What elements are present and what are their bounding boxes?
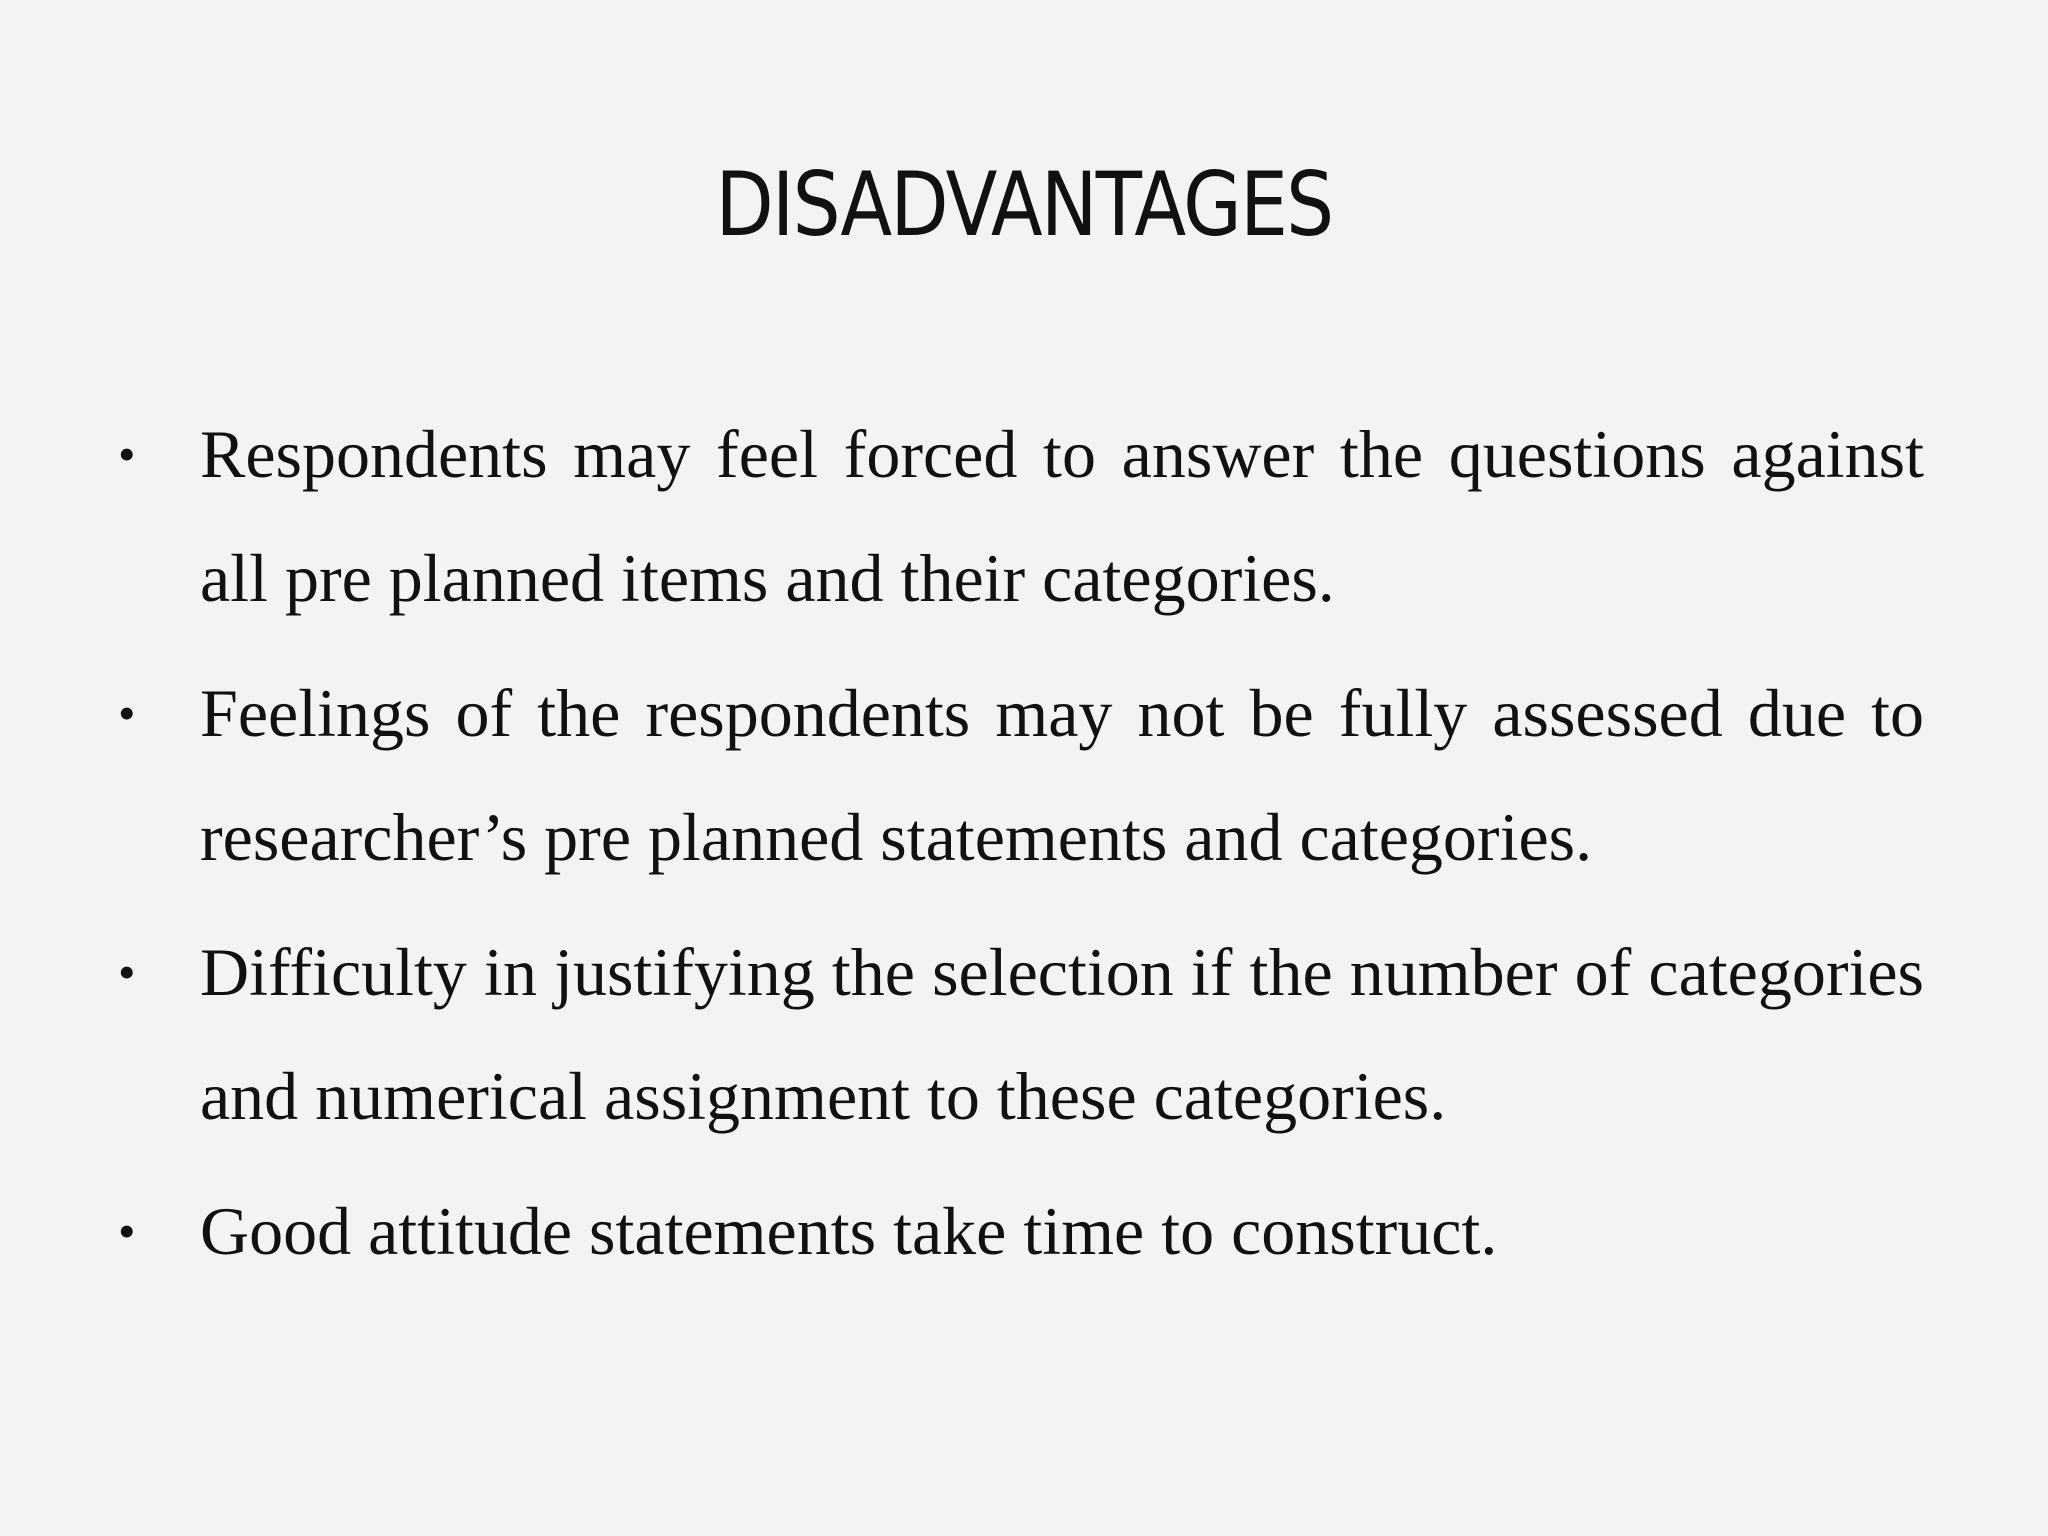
bullet-icon: • bbox=[118, 1203, 136, 1259]
bullet-text: Good attitude statements take time to construct. bbox=[200, 1193, 1498, 1269]
bullet-text: Respondents may feel forced to answer the questions against all pre planned items and their categories. bbox=[200, 416, 1924, 616]
bullet-text: Difficulty in justifying the selection if the number of categories and numerical assignment to these categories. bbox=[200, 934, 1924, 1134]
bullet-item bbox=[118, 910, 1924, 1158]
bullet-text: Feelings of the respondents may not be fully assessed due to researcher’s pre planned statements and categories. bbox=[200, 675, 1924, 875]
bullet-icon: • bbox=[118, 685, 136, 741]
disadvantages-list bbox=[118, 392, 1924, 1304]
slide-title: DISADVANTAGES bbox=[715, 153, 1333, 256]
bullet-item bbox=[118, 392, 1924, 640]
bullet-item bbox=[118, 651, 1924, 899]
bullet-icon: • bbox=[118, 944, 136, 1000]
bullet-item bbox=[118, 1169, 1924, 1293]
bullet-icon: • bbox=[118, 426, 136, 482]
